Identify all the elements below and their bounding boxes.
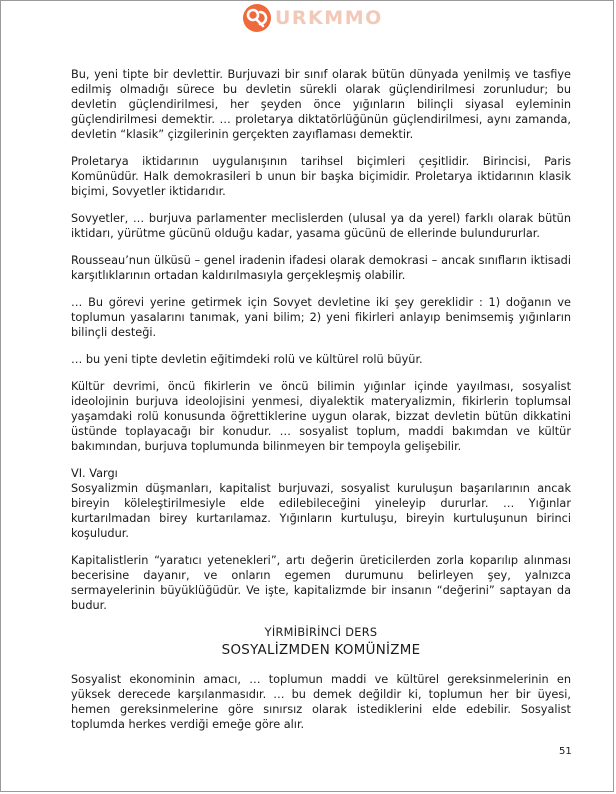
site-logo [242, 3, 383, 33]
logo-icon [242, 3, 272, 33]
lesson-title: SOSYALİZMDEN KOMÜNİZME [221, 643, 421, 658]
logo-text: URKMMO [275, 7, 383, 29]
paragraph: Kültür devrimi, öncü fikirlerin ve öncü bilimin yığınlar içinde yayılması, sosyalist ideolojinin burjuva ideolojisini yenmesi, diyalektik materyalizmin, fikirlerin toplumsal yaşamdaki rolü konusunda öğrettiklerine uygun olarak, bizzat devletin bütün dikkatini üstünde toplayacağı bir konudur. … sosyalist toplum, maddi bakımdan ve kültür bakımından, burjuva toplumunda bilinmeyen bir tempoyla gelişebilir. [71, 380, 571, 453]
paragraph: Sosyalist ekonominin amacı, … toplumun maddi ve kültürel gereksinmelerinin en yüksek derecede karşılanmasıdır. … bu demek değildir ki, toplumun her bir üyesi, hemen gereksinmelerine göre sınırsız olarak istediklerini elde edebilir. Sosyalist toplumda herkes verdiği emeğe göre alır. [71, 673, 571, 731]
paragraph: Sosyalizmin düşmanları, kapitalist burjuvazi, sosyalist kuruluşun başarılarının ancak bireyin köleleştirilmesiyle elde edilebileceğini yineleyip dururlar. … Yığınlar kurtarılmadan birey kurtarılamaz. Yığınların kurtuluşu, bireyin kurtuluşunun birinci koşuludur. [71, 482, 571, 540]
paragraph: … Bu görevi yerine getirmek için Sovyet devletine iki şey gereklidir : 1) doğanın ve toplumun yasalarını tanımak, yani bilim; 2) yeni fikirleri anlayıp benimsemiş yığınların bilinçli desteği. [71, 296, 571, 339]
paragraph: Sovyetler, … burjuva parlamenter meclislerden (ulusal ya da yerel) farklı olarak bütün iktidarı, yürütme gücünü olduğu kadar, yasama gücünü de ellerinde bulundururlar. [71, 212, 571, 240]
paragraph: Bu, yeni tipte bir devlettir. Burjuvazi bir sınıf olarak bütün dünyada yenilmiş ve tasfiye edilmiş olmadığı sürece bu devletin sürekli olarak güçlendirilmesi zorunludur; bu devletin güçlendirilmesi, her şeyden önce yığınların bilinçli siyasal eyleminin güçlendirilmesi demektir. … proletarya diktatörlüğünün güçlendirilmesi, aynı zamanda, devletin “klasik” çizgilerinin gerçekten zayıflaması demektir. [71, 68, 571, 141]
paragraph: Kapitalistlerin “yaratıcı yetenekleri”, artı değerin üreticilerden zorla koparılıp alınması becerisine dayanır, ve onların egemen durumunu belirleyen şey, yalnızca sermayelerinin büyüklüğüdür. Ve işte, kapitalizmde bir insanın “değerini” saptayan da budur. [71, 554, 571, 612]
section-heading: VI. Vargı [71, 467, 118, 480]
paragraph: … bu yeni tipte devletin eğitimdeki rolü ve kültürel rolü büyür. [71, 353, 423, 366]
page-number: 51 [559, 746, 572, 757]
paragraph: Rousseau’nun ülküsü – genel iradenin ifadesi olarak demokrasi – ancak sınıfların iktisadi karşıtlıklarının ortadan kaldırılmasıyla gerçekleşmiş olabilir. [71, 254, 571, 282]
page-content [71, 67, 571, 744]
lesson-number: YİRMİBİRİNCİ DERS [264, 626, 378, 639]
paragraph: Proletarya iktidarının uygulanışının tarihsel biçimleri çeşitlidir. Birincisi, Paris Komünüdür. Halk demokrasileri b unun bir başka biçimidir. Proletarya iktidarının klasik biçimi, Sovyetler iktidarıdır. [71, 155, 571, 198]
